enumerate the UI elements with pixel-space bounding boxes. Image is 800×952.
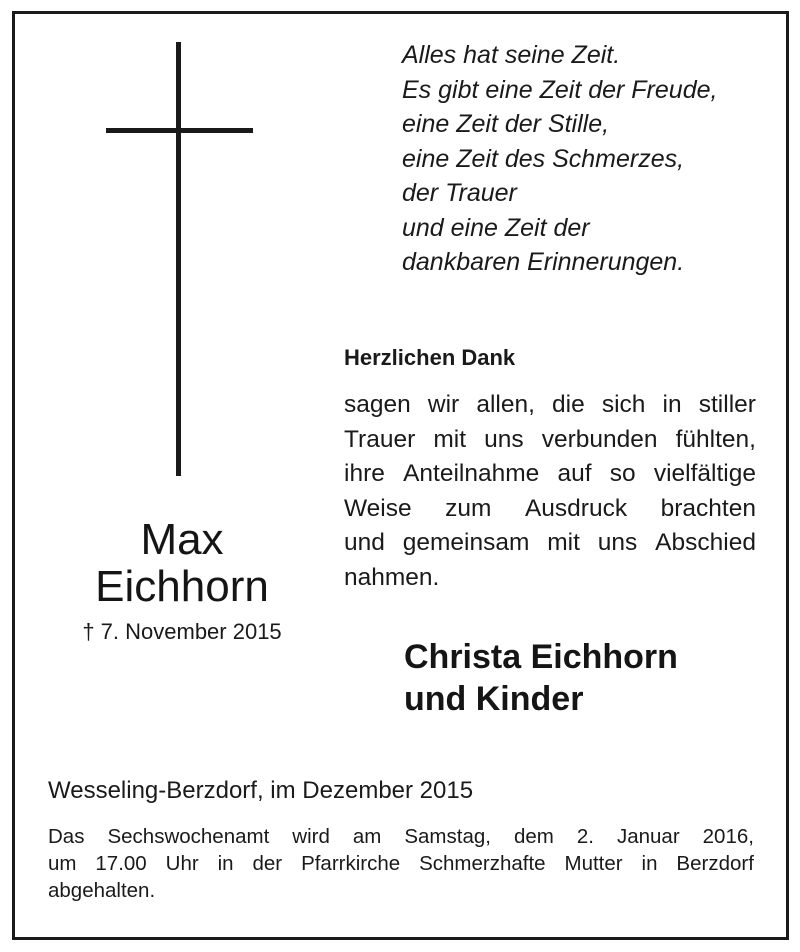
word: und — [344, 529, 385, 556]
thanks-body — [344, 388, 756, 595]
poem-line: eine Zeit des Schmerzes, — [402, 144, 685, 173]
word: brachten — [660, 494, 756, 522]
word: Pfarrkirche — [301, 852, 401, 875]
word: zum — [445, 494, 492, 522]
word: mit — [547, 529, 580, 556]
signer-line: Christa Eichhorn — [404, 638, 678, 676]
thanks-line — [344, 561, 756, 596]
thanks-line — [344, 526, 756, 561]
word: Das — [48, 825, 85, 848]
word: 17.00 — [95, 852, 147, 875]
word: um — [48, 852, 77, 875]
thanks-line — [344, 388, 756, 423]
word: fühlten, — [675, 425, 756, 453]
word: in — [641, 852, 658, 875]
thanks-line — [344, 492, 756, 527]
word: Ausdruck — [524, 494, 628, 522]
word: mit — [433, 425, 467, 453]
notice-line — [48, 823, 754, 850]
death-date: † 7. November 2015 — [82, 619, 282, 644]
word: wir — [427, 391, 460, 418]
poem-line: Es gibt eine Zeit der Freude, — [402, 75, 718, 104]
word: der — [252, 852, 283, 875]
deceased-last-name: Eichhorn — [95, 562, 269, 611]
word: nahmen. — [344, 563, 440, 591]
word: die — [552, 391, 585, 418]
poem-line: dankbaren Erinnerungen. — [402, 248, 685, 276]
cross-icon-horizontal-bar — [106, 128, 253, 133]
word: Weise — [344, 494, 412, 522]
service-notice — [48, 823, 754, 904]
word: Samstag, — [404, 825, 491, 848]
word: Januar — [616, 825, 680, 848]
poem-line: der Trauer — [402, 179, 517, 207]
cross-icon-vertical-bar — [176, 42, 181, 476]
word: sich — [601, 391, 646, 418]
word: 2. — [576, 825, 594, 848]
word: 2016, — [702, 825, 754, 848]
word: wird — [292, 825, 330, 848]
place-and-date: Wesseling-Berzdorf, im Dezember 2015 — [48, 777, 474, 804]
poem — [402, 38, 782, 280]
word: Mutter — [564, 852, 623, 875]
word: in — [662, 391, 682, 418]
word: abgehalten. — [48, 879, 156, 902]
word: Anteilnahme — [403, 460, 540, 487]
word: Uhr — [165, 852, 199, 875]
deceased-first-name: Max — [140, 515, 224, 564]
word: vielfältige — [653, 460, 756, 487]
word: am — [352, 825, 382, 848]
word: verbunden — [541, 425, 658, 453]
notice-line — [48, 850, 754, 877]
word: Abschied — [655, 529, 756, 556]
word: gemeinsam — [402, 529, 530, 556]
word: Schmerzhafte — [419, 852, 546, 875]
word: sagen — [344, 391, 411, 418]
poem-line: und eine Zeit der — [402, 213, 590, 242]
signer-line: und Kinder — [404, 680, 584, 718]
word: allen, — [476, 391, 535, 418]
word: stiller — [698, 391, 756, 418]
deceased-name — [40, 516, 324, 610]
notice-line — [48, 877, 754, 904]
poem-line: Alles hat seine Zeit. — [402, 41, 621, 69]
poem-line: eine Zeit der Stille, — [402, 110, 610, 138]
word: auf — [557, 460, 592, 487]
word: uns — [484, 425, 524, 453]
thanks-line — [344, 423, 756, 458]
word: in — [217, 852, 234, 875]
word: Sechswochenamt — [107, 825, 270, 848]
thanks-heading: Herzlichen Dank — [344, 345, 516, 370]
word: dem — [513, 825, 554, 848]
thanks-line — [344, 457, 756, 492]
signers — [404, 636, 678, 720]
word: ihre — [344, 460, 385, 487]
word: Berzdorf — [676, 852, 754, 875]
word: uns — [597, 529, 638, 556]
word: Trauer — [344, 425, 416, 453]
word: so — [609, 460, 636, 487]
